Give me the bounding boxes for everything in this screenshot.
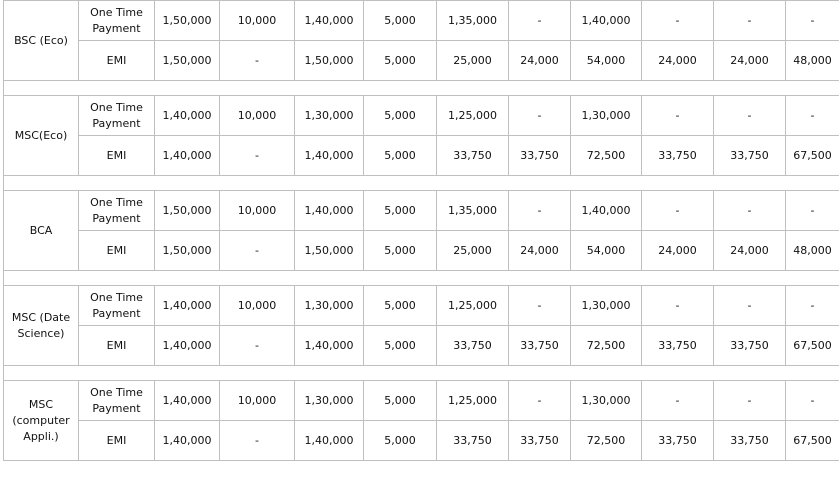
- fee-cell: 33,750: [642, 326, 714, 366]
- table-row: [4, 41, 839, 81]
- payment-mode: EMI: [79, 41, 155, 81]
- payment-mode: EMI: [79, 421, 155, 461]
- fee-cell: 24,000: [509, 41, 571, 81]
- fee-cell: 1,25,000: [437, 381, 509, 421]
- fee-cell: 33,750: [437, 326, 509, 366]
- table-row: [4, 326, 839, 366]
- fee-cell: 1,30,000: [571, 381, 642, 421]
- payment-mode: One Time Payment: [79, 1, 155, 41]
- fee-cell: 24,000: [714, 41, 786, 81]
- fee-cell: -: [786, 286, 839, 326]
- fee-cell: 33,750: [714, 136, 786, 176]
- fee-cell: -: [786, 96, 839, 136]
- fee-cell: 1,40,000: [571, 191, 642, 231]
- fee-cell: 48,000: [786, 41, 839, 81]
- table-row: [4, 421, 839, 461]
- fee-cell: 67,500: [786, 421, 839, 461]
- table-row: [4, 1, 839, 41]
- fee-cell: 1,50,000: [155, 231, 220, 271]
- table-row: [4, 96, 839, 136]
- fee-cell: -: [714, 96, 786, 136]
- fee-cell: 54,000: [571, 231, 642, 271]
- fee-cell: 48,000: [786, 231, 839, 271]
- fee-structure-table: [3, 0, 839, 461]
- fee-cell: 72,500: [571, 326, 642, 366]
- fee-cell: -: [220, 231, 295, 271]
- fee-cell: -: [220, 421, 295, 461]
- section-divider: [4, 176, 839, 191]
- fee-cell: 1,30,000: [571, 286, 642, 326]
- table-row: [4, 231, 839, 271]
- fee-cell: 33,750: [714, 421, 786, 461]
- fee-cell: -: [509, 381, 571, 421]
- fee-cell: -: [509, 1, 571, 41]
- fee-cell: 1,35,000: [437, 1, 509, 41]
- fee-cell: 1,40,000: [571, 1, 642, 41]
- fee-cell: 24,000: [642, 41, 714, 81]
- fee-cell: 33,750: [714, 326, 786, 366]
- fee-cell: 33,750: [437, 421, 509, 461]
- fee-cell: 5,000: [364, 231, 437, 271]
- table-row: [4, 191, 839, 231]
- fee-cell: 5,000: [364, 1, 437, 41]
- fee-cell: 33,750: [642, 421, 714, 461]
- fee-cell: 10,000: [220, 96, 295, 136]
- fee-cell: 24,000: [509, 231, 571, 271]
- fee-cell: -: [509, 96, 571, 136]
- fee-cell: 1,40,000: [155, 326, 220, 366]
- fee-cell: 10,000: [220, 381, 295, 421]
- course-name: MSC (Date Science): [4, 286, 79, 366]
- fee-cell: 33,750: [642, 136, 714, 176]
- course-name: BSC (Eco): [4, 1, 79, 81]
- fee-cell: 1,40,000: [155, 286, 220, 326]
- fee-cell: 1,40,000: [295, 326, 364, 366]
- fee-cell: 1,30,000: [295, 96, 364, 136]
- fee-cell: -: [786, 191, 839, 231]
- fee-cell: -: [220, 326, 295, 366]
- fee-cell: 5,000: [364, 286, 437, 326]
- fee-cell: 1,40,000: [155, 421, 220, 461]
- fee-cell: 1,40,000: [155, 136, 220, 176]
- payment-mode: One Time Payment: [79, 286, 155, 326]
- payment-mode: One Time Payment: [79, 96, 155, 136]
- fee-cell: 54,000: [571, 41, 642, 81]
- fee-cell: 1,35,000: [437, 191, 509, 231]
- fee-cell: 10,000: [220, 286, 295, 326]
- fee-cell: 5,000: [364, 41, 437, 81]
- payment-mode: EMI: [79, 231, 155, 271]
- fee-cell: 25,000: [437, 41, 509, 81]
- fee-cell: 67,500: [786, 326, 839, 366]
- payment-mode: One Time Payment: [79, 381, 155, 421]
- fee-cell: 1,25,000: [437, 96, 509, 136]
- fee-cell: -: [714, 286, 786, 326]
- fee-cell: 5,000: [364, 96, 437, 136]
- fee-cell: -: [509, 286, 571, 326]
- fee-cell: 5,000: [364, 191, 437, 231]
- course-name: MSC (computer Appli.): [4, 381, 79, 461]
- fee-cell: 1,25,000: [437, 286, 509, 326]
- payment-mode: EMI: [79, 326, 155, 366]
- fee-cell: 33,750: [509, 136, 571, 176]
- payment-mode: EMI: [79, 136, 155, 176]
- fee-cell: 5,000: [364, 381, 437, 421]
- fee-cell: 33,750: [509, 326, 571, 366]
- fee-cell: 1,50,000: [295, 41, 364, 81]
- fee-cell: 1,30,000: [295, 286, 364, 326]
- table-row: [4, 136, 839, 176]
- fee-cell: -: [714, 1, 786, 41]
- fee-cell: 33,750: [437, 136, 509, 176]
- fee-cell: 5,000: [364, 326, 437, 366]
- fee-cell: 1,40,000: [155, 381, 220, 421]
- fee-cell: 1,40,000: [295, 191, 364, 231]
- fee-cell: 1,40,000: [295, 1, 364, 41]
- fee-cell: 67,500: [786, 136, 839, 176]
- fee-cell: 1,50,000: [155, 1, 220, 41]
- fee-cell: 72,500: [571, 421, 642, 461]
- fee-cell: -: [642, 1, 714, 41]
- fee-cell: -: [642, 96, 714, 136]
- fee-cell: 1,30,000: [571, 96, 642, 136]
- fee-cell: -: [509, 191, 571, 231]
- fee-cell: 1,50,000: [295, 231, 364, 271]
- fee-cell: -: [786, 381, 839, 421]
- table-row: [4, 381, 839, 421]
- fee-cell: 1,50,000: [155, 191, 220, 231]
- fee-cell: 10,000: [220, 1, 295, 41]
- fee-cell: 24,000: [714, 231, 786, 271]
- fee-cell: -: [642, 381, 714, 421]
- payment-mode: One Time Payment: [79, 191, 155, 231]
- course-name: MSC(Eco): [4, 96, 79, 176]
- fee-cell: -: [220, 136, 295, 176]
- fee-cell: 25,000: [437, 231, 509, 271]
- fee-cell: -: [220, 41, 295, 81]
- fee-cell: 1,40,000: [295, 421, 364, 461]
- course-name: BCA: [4, 191, 79, 271]
- fee-cell: 24,000: [642, 231, 714, 271]
- fee-cell: 1,30,000: [295, 381, 364, 421]
- fee-cell: -: [786, 1, 839, 41]
- fee-cell: -: [642, 191, 714, 231]
- fee-cell: 1,40,000: [295, 136, 364, 176]
- fee-cell: -: [642, 286, 714, 326]
- fee-cell: 10,000: [220, 191, 295, 231]
- table-row: [4, 286, 839, 326]
- fee-cell: -: [714, 191, 786, 231]
- fee-cell: 1,40,000: [155, 96, 220, 136]
- fee-cell: 5,000: [364, 136, 437, 176]
- fee-cell: 5,000: [364, 421, 437, 461]
- fee-cell: 72,500: [571, 136, 642, 176]
- section-divider: [4, 366, 839, 381]
- fee-cell: 1,50,000: [155, 41, 220, 81]
- section-divider: [4, 271, 839, 286]
- fee-cell: -: [714, 381, 786, 421]
- fee-cell: 33,750: [509, 421, 571, 461]
- section-divider: [4, 81, 839, 96]
